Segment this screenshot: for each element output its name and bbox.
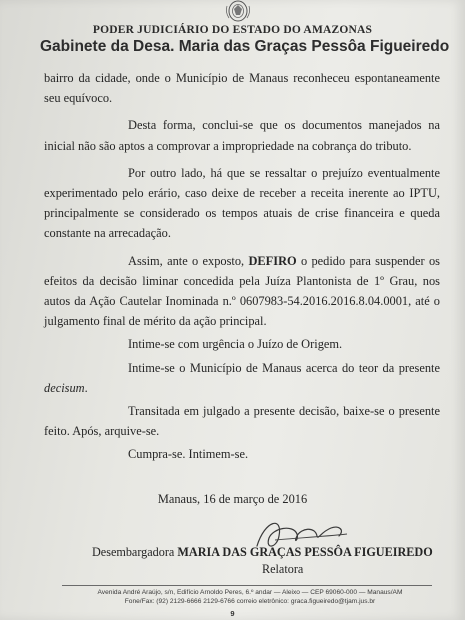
paragraph-8: Cumpra-se. Intimem-se. xyxy=(128,447,249,462)
judge-title: Desembargadora xyxy=(92,545,178,559)
paragraph-5: Intime-se com urgência o Juízo de Origem. xyxy=(128,337,343,352)
coat-of-arms-icon xyxy=(223,0,253,26)
judge-name: MARIA DAS GRAÇAS PESSÔA FIGUEIREDO xyxy=(177,545,433,559)
paragraph-2: Desta forma, conclui-se que os documentos manejados na inicial não são aptos a comprovar a impropriedade na cobrança do tributo. xyxy=(44,118,440,153)
paragraph-6-end: . xyxy=(84,380,88,395)
paragraph-1: bairro da cidade, onde o Município de Manaus reconheceu espontaneamente seu equívoco. xyxy=(44,71,440,106)
page-number: 9 xyxy=(230,609,235,618)
footer xyxy=(70,588,430,606)
paragraph-4-rest: o pedido para suspender os efeitos da decisão liminar concedida pela Juíza Plantonista de 1º Grau, nos autos da Ação Cautelar Inominada n.º 0607983-54.2016.2016.8.04.0001, até o julgamento final de mérito da ação principal. xyxy=(44,253,441,329)
paragraph-7: Transitada em julgado a presente decisão, baixe-se o presente feito. Após, arquive-se. xyxy=(44,404,440,439)
paragraph-4-lead: Assim, ante o exposto, xyxy=(128,253,249,268)
paragraph-4 xyxy=(44,251,440,332)
decisum-term: decisum xyxy=(44,380,85,395)
paragraph-6-lead: Intime-se o Município de Manaus acerca do teor da presente xyxy=(128,360,440,375)
footer-contact: Fone/Fax: (92) 2129-6666 2129-6766 correio eletrônico: graca.figueiredo@tjam.jus.br xyxy=(124,598,376,605)
paragraph-3: Por outro lado, há que se ressaltar o prejuízo eventualmente experimentado pelo erário, caso deixe de receber a receita inerente ao IPTU, principalmente se considerado os tempos atuais de crise financeira e queda constante na arrecadação. xyxy=(44,165,440,241)
judge-role: Relatora xyxy=(262,562,304,576)
place-and-date: Manaus, 16 de março de 2016 xyxy=(157,492,308,506)
judge-line xyxy=(92,545,433,560)
paragraph-6 xyxy=(44,358,440,398)
footer-divider xyxy=(62,585,432,586)
office-title: Gabinete da Desa. Maria das Graças Pessôa Figueiredo xyxy=(40,38,450,55)
footer-address: Avenida André Araújo, s/n, Edifício Arnoldo Peres, 6.º andar — Aleixo — CEP 69060-000 — Manaus/AM xyxy=(97,589,403,596)
court-name: PODER JUDICIÁRIO DO ESTADO DO AMAZONAS xyxy=(92,24,373,36)
decision-body xyxy=(44,68,440,465)
granted-keyword: DEFIRO xyxy=(248,253,297,268)
